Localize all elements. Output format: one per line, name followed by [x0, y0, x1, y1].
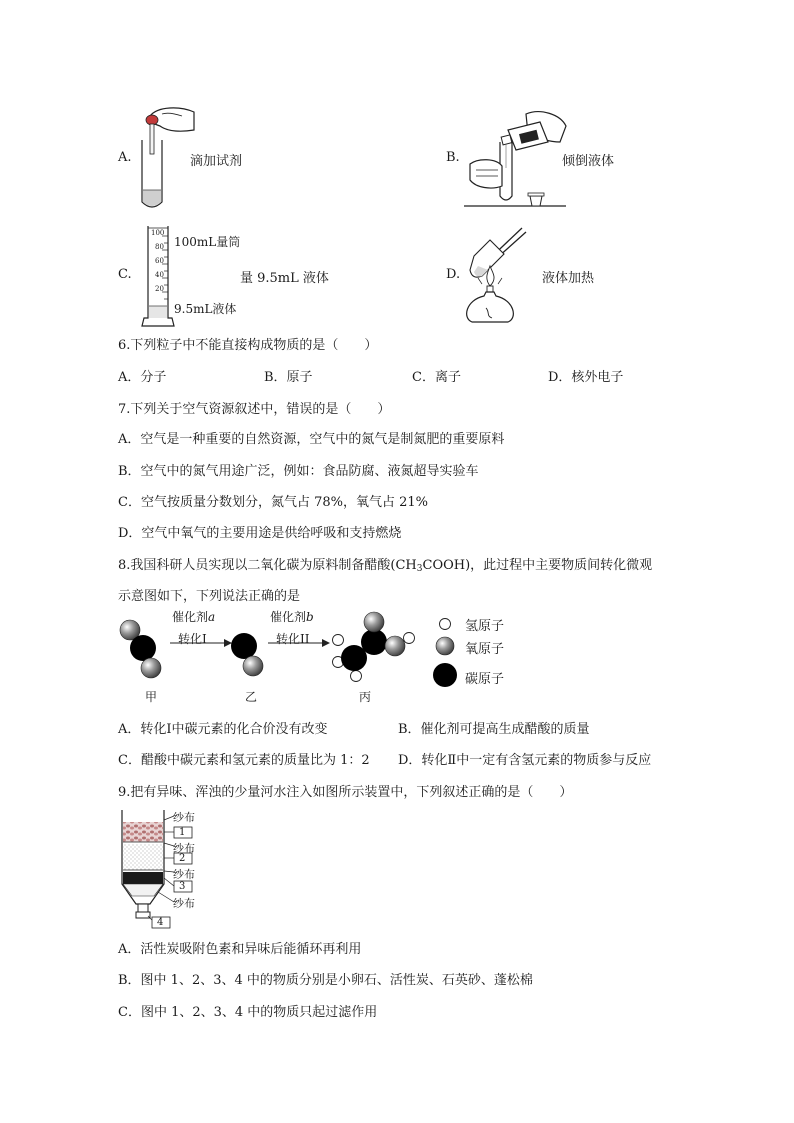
bing-carbon-2	[361, 629, 387, 655]
heating-figure	[460, 222, 530, 326]
pouring-figure	[462, 108, 570, 210]
water-filter-figure	[118, 806, 218, 932]
q8-stem-pre: 8.我国科研人员实现以二氧化碳为原料制备醋酸(CH	[118, 558, 417, 573]
yi-oxygen	[243, 656, 263, 676]
cyl-tick-100: 100	[151, 229, 165, 237]
q8-option-c: C．醋酸中碳元素和氢元素的质量比为 1：2	[118, 753, 370, 768]
option-b-caption: 倾倒液体	[562, 154, 615, 169]
q8-stem-line2: 示意图如下，下列说法正确的是	[118, 589, 301, 604]
arrow2-bottom: 转化II	[276, 632, 310, 646]
option-b-letter: B.	[446, 150, 460, 165]
q8-option-a: A．转化Ⅰ中碳元素的化合价没有改变	[118, 722, 328, 737]
label-jia: 甲	[145, 690, 158, 704]
arrow1-bottom: 转化I	[178, 632, 207, 646]
filter-cloth-3: 纱布	[173, 868, 195, 881]
arrow2-catalyst: b	[306, 610, 314, 624]
cyl-tick-20: 20	[155, 285, 164, 293]
q7-option-c: C．空气按质量分数划分，氮气占 78%，氧气占 21%	[118, 495, 429, 510]
q8-option-b: B．催化剂可提高生成醋酸的质量	[398, 722, 590, 737]
cyl-tick-60: 60	[155, 257, 164, 265]
q8-option-d: D．转化Ⅱ中一定有含氢元素的物质参与反应	[398, 753, 652, 768]
cylinder-label: 100mL量筒	[174, 235, 241, 249]
label-yi: 乙	[245, 690, 258, 704]
q6-option-d: D．核外电子	[548, 370, 624, 385]
arrow1-catalyst: a	[208, 610, 216, 624]
bing-h3	[351, 671, 362, 682]
q9-stem: 9.把有异味、浑浊的少量河水注入如图所示装置中，下列叙述正确的是（ ）	[118, 785, 573, 800]
yi-carbon	[231, 633, 257, 659]
cyl-tick-40: 40	[155, 271, 164, 279]
option-c-letter: C.	[118, 267, 132, 282]
q6-option-a: A．分子	[118, 370, 167, 385]
q7-option-b: B．空气中的氮气用途广泛，例如：食品防腐、液氮超导实验车	[118, 464, 479, 479]
option-a-caption: 滴加试剂	[190, 154, 243, 169]
q6-option-c: C．离子	[412, 370, 461, 385]
bing-h1	[333, 635, 344, 646]
option-d-caption: 液体加热	[542, 271, 595, 286]
jia-carbon	[130, 635, 156, 661]
label-bing: 丙	[359, 690, 372, 704]
legend-c-label: 碳原子	[465, 672, 505, 687]
filter-layer-3: 3	[179, 881, 186, 892]
option-d-letter: D.	[446, 267, 461, 282]
option-a-letter: A.	[118, 150, 132, 165]
legend-c-symbol	[433, 663, 457, 687]
q9-option-c: C．图中 1、2、3、4 中的物质只起过滤作用	[118, 1005, 378, 1020]
q6-stem: 6.下列粒子中不能直接构成物质的是（ ）	[118, 338, 378, 353]
q7-option-d: D．空气中氧气的主要用途是供给呼吸和支持燃烧	[118, 526, 402, 541]
option-c-caption: 量 9.5mL 液体	[240, 271, 329, 286]
q7-stem: 7.下列关于空气资源叙述中，错误的是（ ）	[118, 402, 391, 417]
bing-oxygen-2	[385, 636, 405, 656]
arrow1-top-text: 催化剂	[172, 610, 209, 624]
cylinder-liquid-label: 9.5mL液体	[174, 302, 237, 316]
legend-o-symbol	[436, 637, 454, 655]
arrow2-top-text: 催化剂	[270, 610, 307, 624]
cyl-tick-80: 80	[155, 243, 164, 251]
filter-cloth-4: 纱布	[173, 897, 195, 910]
q6-option-b: B．原子	[264, 370, 313, 385]
legend-h-symbol	[440, 619, 451, 630]
legend-h-label: 氢原子	[465, 619, 505, 634]
q8-stem	[118, 554, 652, 574]
filter-layer-1: 1	[179, 827, 186, 838]
bing-h4	[404, 633, 415, 644]
q8-stem-post: COOH)，此过程中主要物质间转化微观	[422, 558, 653, 573]
filter-layer-4: 4	[157, 917, 164, 928]
jia-oxygen-bottom	[141, 658, 161, 678]
arrow1-top	[172, 608, 215, 625]
q8-stem-sub: 3	[416, 564, 423, 574]
arrow2-top	[270, 608, 314, 625]
dropper-figure	[128, 102, 198, 214]
q9-option-a: A．活性炭吸附色素和异味后能循环再利用	[118, 942, 362, 957]
q7-option-a: A．空气是一种重要的自然资源，空气中的氮气是制氮肥的重要原料	[118, 432, 505, 447]
legend-o-label: 氧原子	[465, 642, 505, 657]
filter-cloth-1: 纱布	[173, 811, 195, 824]
filter-cloth-2: 纱布	[173, 842, 195, 855]
bing-oxygen-1	[364, 612, 384, 632]
filter-layer-2: 2	[179, 853, 186, 864]
q9-option-b: B．图中 1、2、3、4 中的物质分别是小卵石、活性炭、石英砂、蓬松棉	[118, 973, 533, 988]
